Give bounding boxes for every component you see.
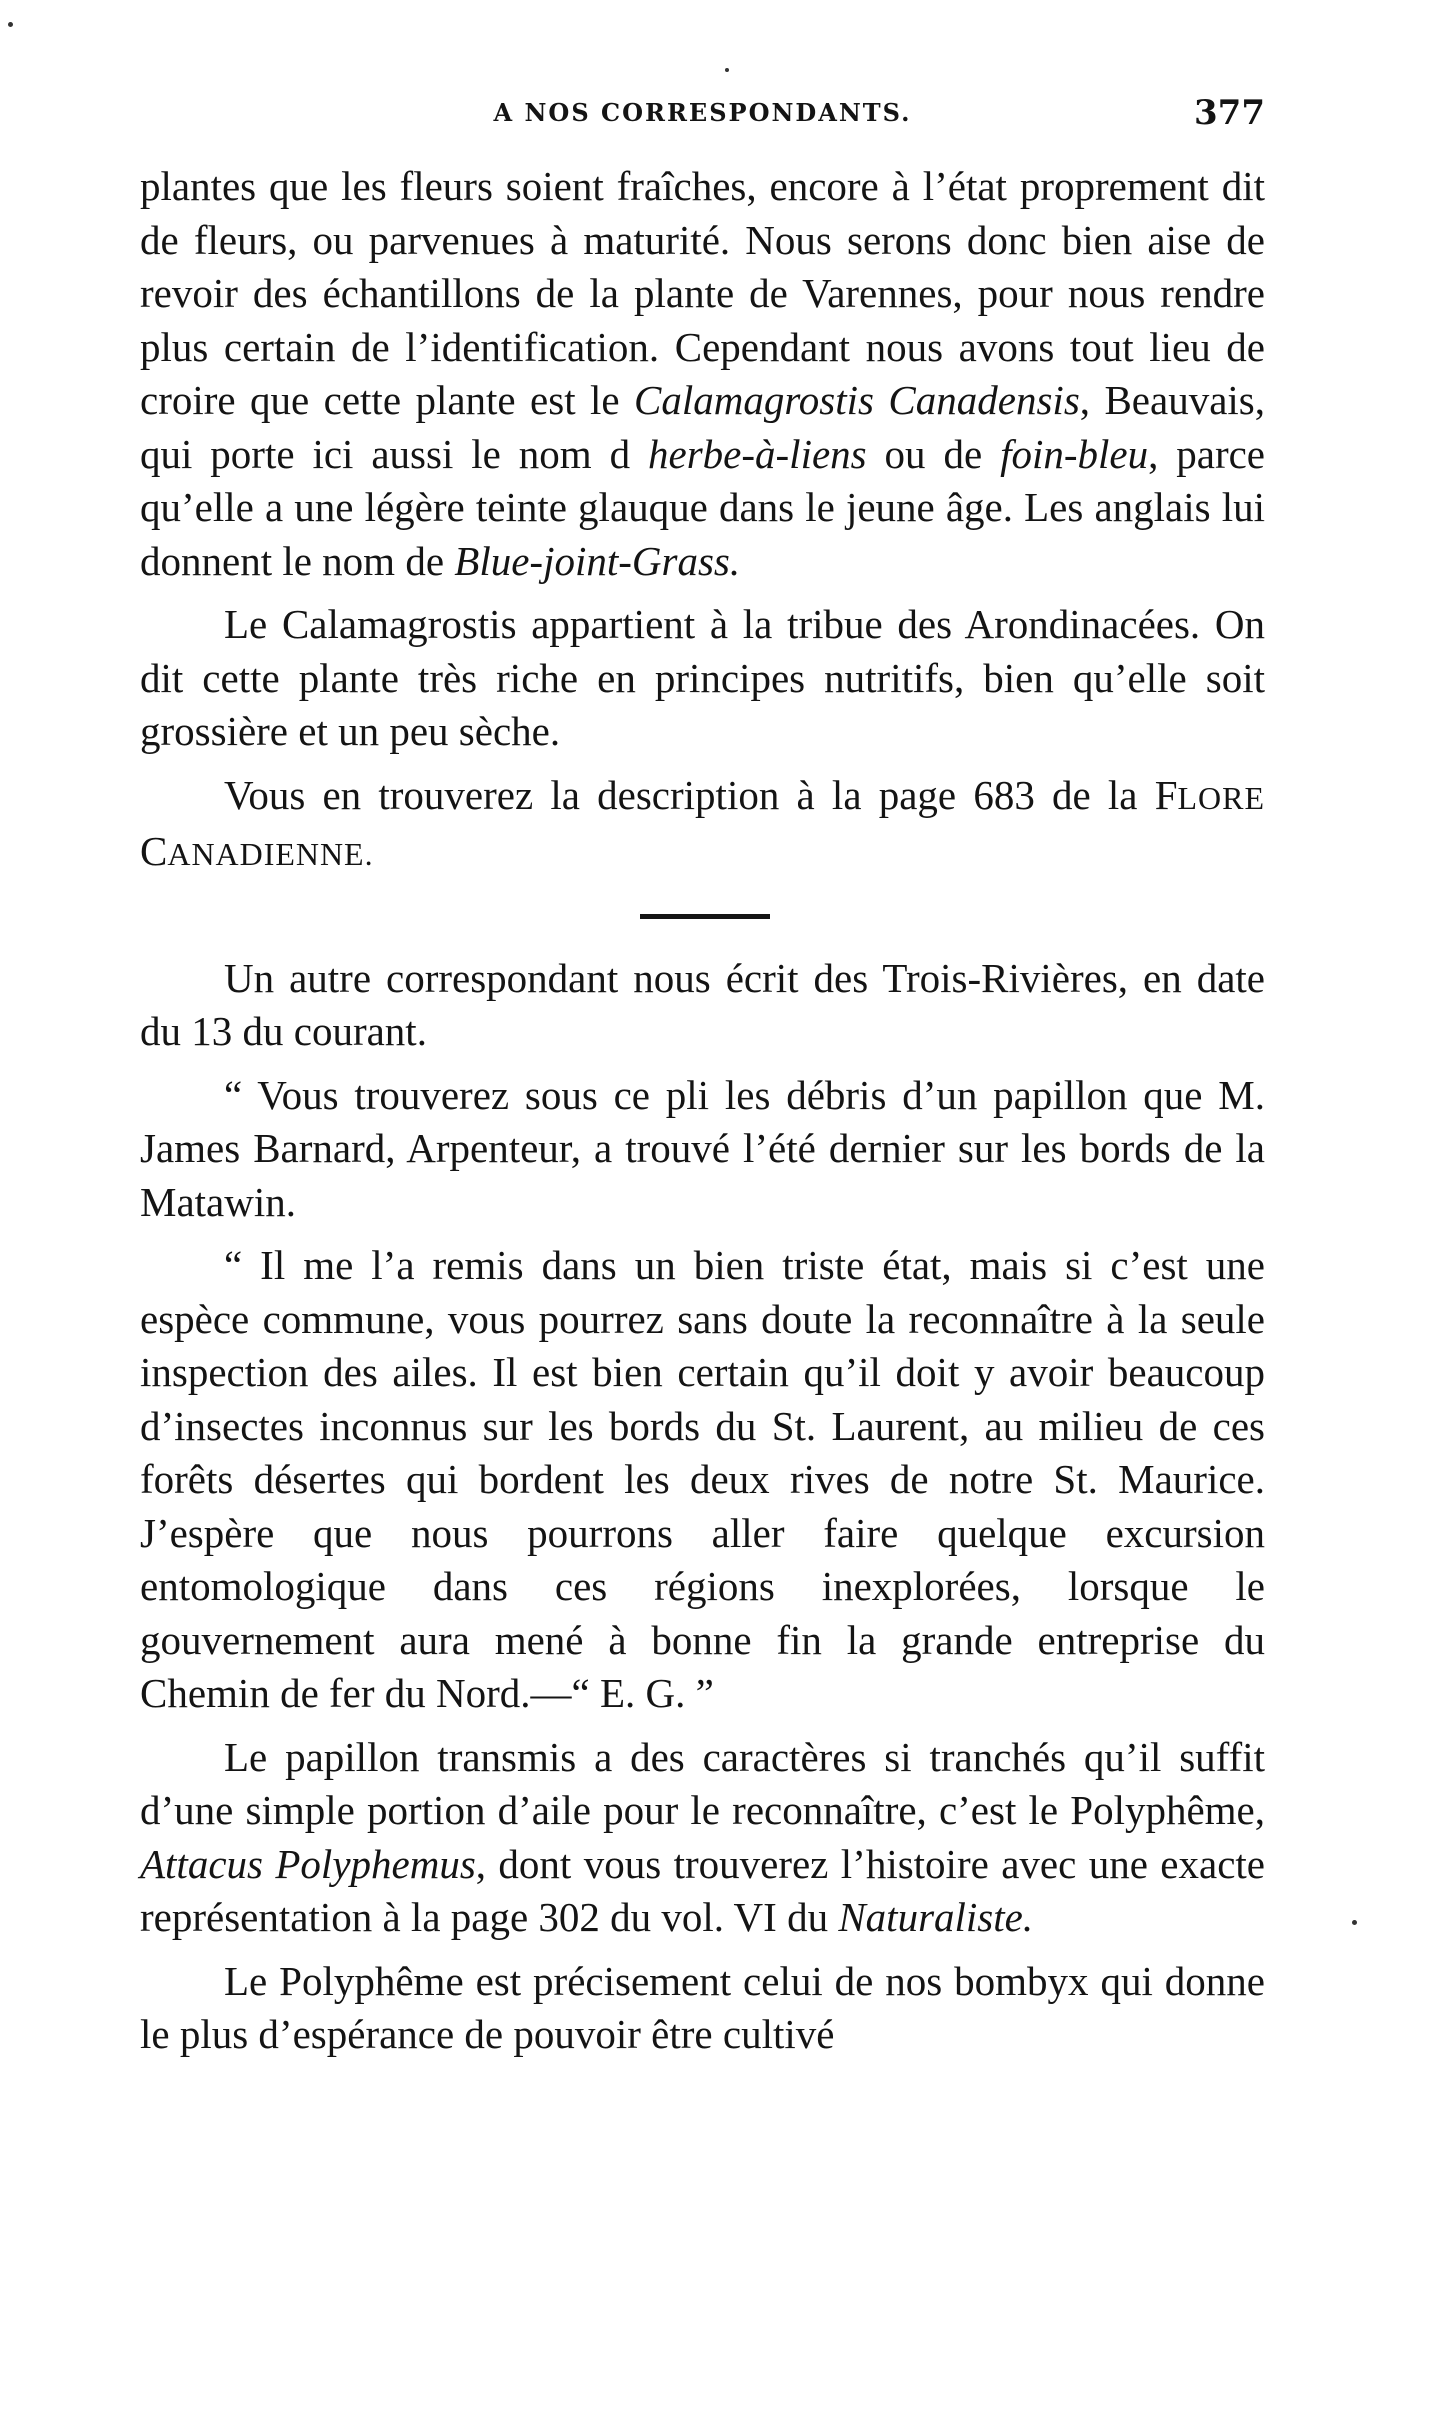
paragraph-7 <box>140 1731 1265 1945</box>
text-run: plantes que les fleurs soient fraîches, encore à l’état proprement dit de fleurs, ou parvenues à maturité. Nous serons donc bien aise de revoir des échantillons de la plante de Varennes, pour nous rendre plus certain de l’identification. Cependant nous avons tout lieu de croire que cette plante est le <box>140 163 1265 423</box>
journal-title: Naturaliste. <box>838 1894 1034 1940</box>
text-run: Le papillon transmis a des caractères si tranchés qu’il suffit d’une simple portion d’aile pour le reconnaître, c’est le Polyphême, <box>140 1733 1265 1833</box>
common-name: herbe-à-liens <box>648 430 867 477</box>
text-run: , dont vous trouverez l’histoire avec une exacte représentation à la page 302 du vol. VI du <box>140 1840 1265 1940</box>
small-caps-text: ANADIENNE. <box>167 837 374 872</box>
paragraph-4: Un autre correspondant nous écrit des Trois-Rivières, en date du 13 du courant. <box>140 954 1265 1054</box>
common-name: foin-bleu <box>1000 430 1149 477</box>
divider-rule <box>640 914 770 919</box>
paragraph-1 <box>140 160 1265 588</box>
paragraph-3 <box>140 769 1265 882</box>
small-caps-initial: F <box>1154 771 1178 818</box>
paragraph-2: Le Calamagrostis appartient à la tribue des Arondinacées. On dit cette plante très riche en principes nutritifs, bien qu’elle soit grossière et un peu sèche. <box>140 601 1265 754</box>
running-title: A NOS CORRESPONDANTS. <box>493 98 912 127</box>
paragraph-5: “ Vous trouverez sous ce pli les débris d’un papillon que M. James Barnard, Arpenteur, a trouvé l’été dernier sur les bords de la Matawin. <box>140 1071 1265 1225</box>
print-speck <box>8 22 13 27</box>
section-divider <box>140 892 1265 952</box>
paragraph-6: “ Il me l’a remis dans un bien triste état, mais si c’est une espèce commune, vous pourrez sans doute la reconnaître à la seule inspection des ailes. Il est bien certain qu’il doit y avoir beaucoup d’insectes inconnus sur les bords du St. Laurent, au milieu de ces forêts désertes qui bordent les deux rives de notre St. Maurice. J’espère que nous pourrons aller faire quelque excursion entomologique dans ces régions inexplorées, lorsque le gouvernement aura mené à bonne fin la grande entreprise du Chemin de fer du Nord.—“ E. G. ” <box>140 1242 1265 1716</box>
page-body <box>140 160 1265 2072</box>
text-run: , parce qu’elle a une légère teinte glauque dans le jeune âge. Les anglais lui donnent le nom de <box>140 430 1266 584</box>
paragraph-8: Le Polyphême est précisement celui de nos bombyx qui donne le plus d’espérance de pouvoir être cultivé <box>140 1957 1265 2057</box>
page-header <box>140 88 1265 138</box>
taxon-name: Calamagrostis Canadensis <box>634 377 1080 423</box>
print-speck <box>1352 1920 1357 1925</box>
english-name: Blue-joint-Grass. <box>454 537 741 584</box>
taxon-name: Attacus Polyphemus <box>140 1840 476 1887</box>
small-caps-text: LORE <box>1177 780 1265 816</box>
print-speck <box>725 68 729 72</box>
text-run: ou de <box>866 430 1001 477</box>
text-run: Vous en trouverez la description à la page 683 de la <box>224 771 1155 818</box>
small-caps-initial: C <box>140 828 168 874</box>
text-run: , Beauvais, qui porte ici aussi le nom d <box>140 377 1265 477</box>
page-number: 377 <box>1194 93 1265 133</box>
